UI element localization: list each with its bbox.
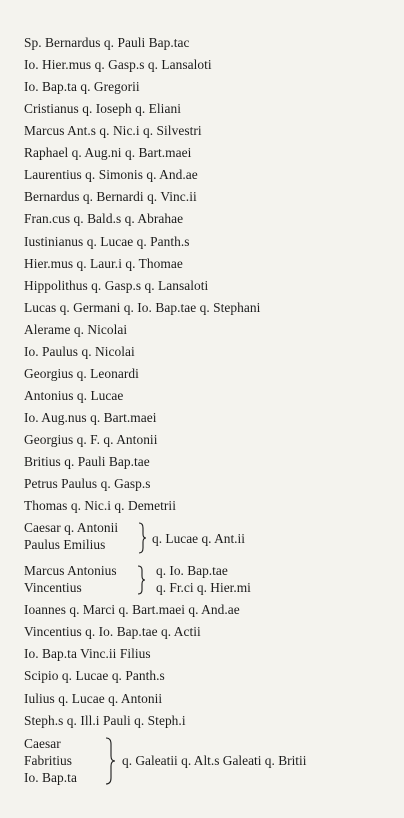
entry-line: Io. Hier.mus q. Gasp.s q. Lansaloti — [24, 57, 212, 72]
group-descent: q. Io. Bap.tae — [156, 563, 228, 578]
group-name: Io. Bap.ta — [24, 770, 77, 785]
entry-line: Io. Paulus q. Nicolai — [24, 344, 135, 359]
group-name: Marcus Antonius — [24, 563, 117, 578]
entry-line: Georgius q. F. q. Antonii — [24, 432, 158, 447]
entry-line: Hippolithus q. Gasp.s q. Lansaloti — [24, 278, 209, 293]
group-name: Vincentius — [24, 580, 82, 595]
entry-line: Vincentius q. Io. Bap.tae q. Actii — [24, 624, 201, 639]
entry-line: Petrus Paulus q. Gasp.s — [24, 476, 151, 491]
brace-icon — [104, 737, 116, 785]
group-name: Fabritius — [24, 753, 73, 768]
entry-line: Lucas q. Germani q. Io. Bap.tae q. Stephani — [24, 300, 261, 315]
entry-line: Ioannes q. Marci q. Bart.maei q. And.ae — [24, 602, 240, 617]
entry-line: Antonius q. Lucae — [24, 388, 124, 403]
entry-line: Sp. Bernardus q. Pauli Bap.tac — [24, 35, 190, 50]
entry-line: Scipio q. Lucae q. Panth.s — [24, 668, 165, 683]
entry-line: Georgius q. Leonardi — [24, 366, 139, 381]
group-name: Caesar q. Antonii — [24, 520, 119, 535]
group-descent: q. Lucae q. Ant.ii — [152, 531, 245, 546]
entry-line: Britius q. Pauli Bap.tae — [24, 454, 150, 469]
entry-line: Io. Aug.nus q. Bart.maei — [24, 410, 157, 425]
brace-icon — [137, 522, 147, 554]
group-name: Paulus Emilius — [24, 537, 106, 552]
group-descent: q. Galeatii q. Alt.s Galeati q. Britii — [122, 753, 307, 768]
entry-line: Alerame q. Nicolai — [24, 322, 128, 337]
entry-line: Io. Bap.ta q. Gregorii — [24, 79, 140, 94]
entry-line: Laurentius q. Simonis q. And.ae — [24, 167, 198, 182]
brace-icon — [136, 565, 146, 595]
entry-line: Cristianus q. Ioseph q. Eliani — [24, 101, 181, 116]
entry-line: Io. Bap.ta Vinc.ii Filius — [24, 646, 151, 661]
entry-line: Iulius q. Lucae q. Antonii — [24, 691, 163, 706]
group-name: Caesar — [24, 736, 61, 751]
entry-line: Thomas q. Nic.i q. Demetrii — [24, 498, 176, 513]
entry-line: Bernardus q. Bernardi q. Vinc.ii — [24, 189, 197, 204]
entry-line: Raphael q. Aug.ni q. Bart.maei — [24, 145, 192, 160]
entry-line: Steph.s q. Ill.i Pauli q. Steph.i — [24, 713, 186, 728]
entry-line: Hier.mus q. Laur.i q. Thomae — [24, 256, 183, 271]
group-descent: q. Fr.ci q. Hier.mi — [156, 580, 251, 595]
entry-line: Fran.cus q. Bald.s q. Abrahae — [24, 211, 184, 226]
entry-line: Marcus Ant.s q. Nic.i q. Silvestri — [24, 123, 202, 138]
entry-line: Iustinianus q. Lucae q. Panth.s — [24, 234, 190, 249]
